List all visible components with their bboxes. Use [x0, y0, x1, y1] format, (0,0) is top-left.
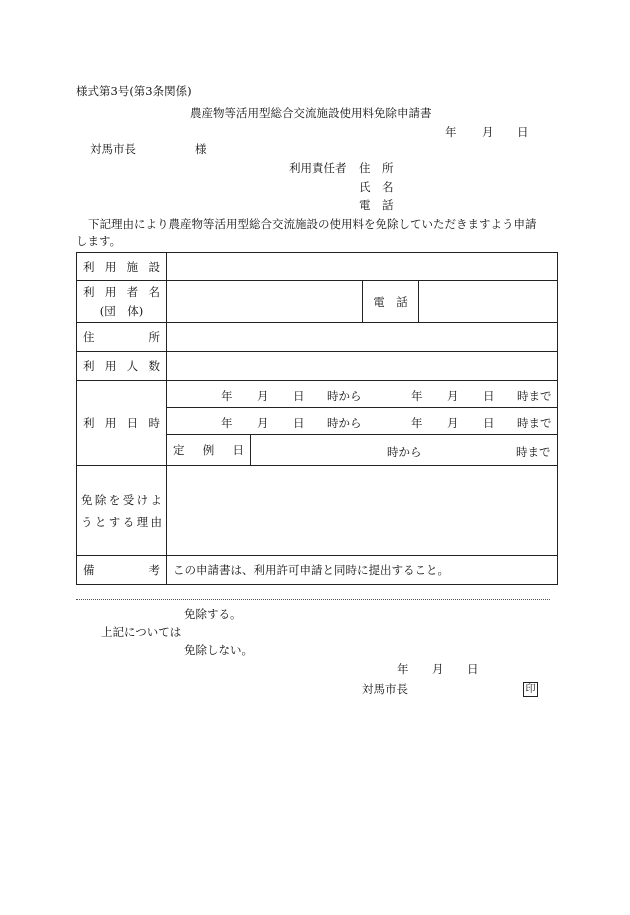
label-exemption-reason [77, 466, 167, 556]
dt1-month: 月 [257, 389, 269, 403]
label-datetime: 利用日時 [77, 381, 167, 466]
footer-mayor: 対馬市長 [362, 682, 408, 696]
dt1-from: 時から [327, 389, 362, 403]
applicant-role: 利用責任者 [289, 161, 347, 175]
dt2-year-2: 年 [411, 416, 423, 430]
label-address: 住所 [77, 323, 167, 352]
dt1-year: 年 [221, 389, 233, 403]
date-year: 年 [445, 125, 457, 139]
applicant-phone-label: 電 話 [359, 198, 394, 212]
datetime-row-2[interactable] [167, 408, 558, 435]
label-group: (団 体) [99, 304, 144, 318]
intro-line-2: します。 [76, 234, 122, 248]
footer-year: 年 [397, 662, 409, 676]
addressee: 対馬市長 [90, 142, 136, 156]
footer-day: 日 [467, 662, 479, 676]
label-user-name [77, 281, 167, 323]
label-facility: 利用施設 [77, 253, 167, 281]
regular-day-row[interactable] [251, 435, 558, 466]
dt2-day-2: 日 [483, 416, 495, 430]
remarks-text: この申請書は、利用許可申請と同時に提出すること。 [167, 556, 558, 585]
label-remarks: 備考 [77, 556, 167, 585]
label-phone: 電 話 [363, 281, 419, 323]
dt1-month-2: 月 [447, 389, 459, 403]
datetime-row-1[interactable] [167, 381, 558, 408]
facility-field[interactable] [167, 253, 558, 281]
regular-until: 時まで [516, 445, 551, 459]
exemption-reason-field[interactable] [167, 466, 558, 556]
user-name-field[interactable] [167, 281, 363, 323]
phone-field[interactable] [419, 281, 558, 323]
not-exempt-option: 免除しない。 [184, 643, 253, 657]
applicant-address-label: 住 所 [359, 161, 394, 175]
exempt-option: 免除する。 [184, 607, 242, 621]
dt2-day: 日 [293, 416, 305, 430]
address-field[interactable] [167, 323, 558, 352]
intro-line-1: 下記理由により農産物等活用型総合交流施設の使用料を免除していただきますよう申請 [88, 217, 537, 231]
cut-line [76, 599, 550, 600]
label-count: 利用人数 [77, 352, 167, 381]
date-day: 日 [517, 125, 529, 139]
form-number: 様式第3号(第3条関係) [76, 84, 192, 98]
dt2-from: 時から [327, 416, 362, 430]
regular-from: 時から [387, 445, 422, 459]
date-month: 月 [482, 125, 494, 139]
label-user-name-text: 利用者名 [83, 285, 160, 299]
dt1-until: 時まで [517, 389, 552, 403]
application-table [76, 252, 558, 585]
dt1-year-2: 年 [411, 389, 423, 403]
dt2-month-2: 月 [447, 416, 459, 430]
dt2-year: 年 [221, 416, 233, 430]
count-field[interactable] [167, 352, 558, 381]
dt1-day: 日 [293, 389, 305, 403]
applicant-name-label: 氏 名 [359, 180, 394, 194]
label-regular-day: 定 例 日 [167, 435, 251, 466]
label-exemption-reason-2: うとする理由 [81, 514, 162, 529]
honorific: 様 [195, 142, 207, 156]
seal-mark: 印 [523, 682, 538, 697]
regarding-text: 上記については [101, 625, 182, 639]
form-title: 農産物等活用型総合交流施設使用料免除申請書 [190, 106, 432, 120]
dt2-until: 時まで [517, 416, 552, 430]
dt1-day-2: 日 [483, 389, 495, 403]
dt2-month: 月 [257, 416, 269, 430]
footer-month: 月 [432, 662, 444, 676]
label-exemption-reason-1: 免除を受けよ [81, 492, 162, 507]
